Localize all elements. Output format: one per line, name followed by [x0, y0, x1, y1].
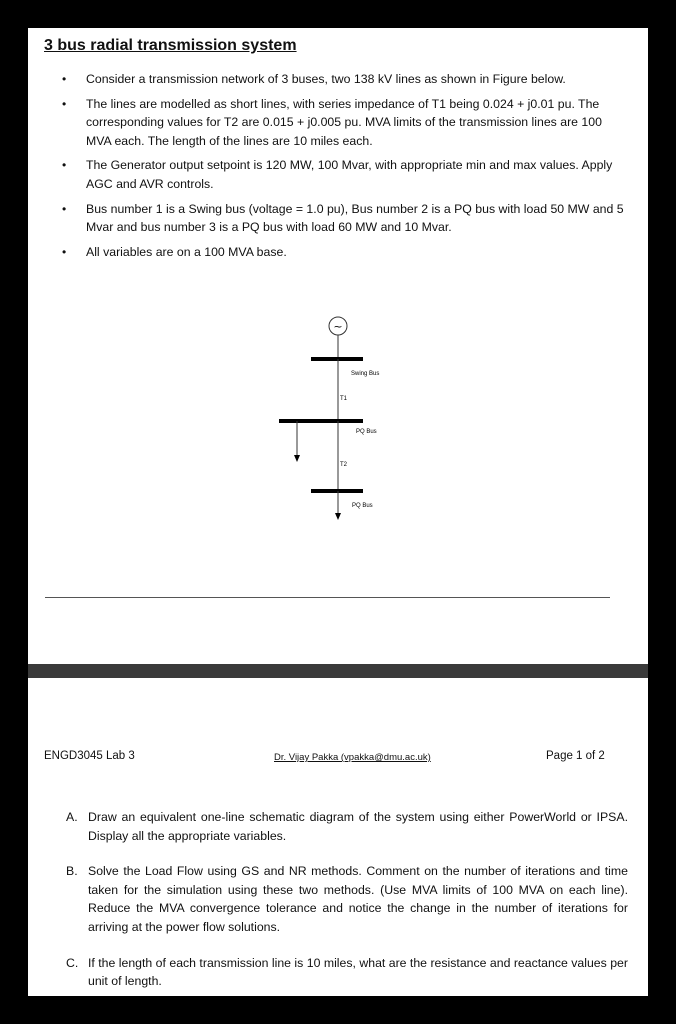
bullet-item: • All variables are on a 100 MVA base. [58, 243, 630, 262]
bus3-load-arrow-icon [335, 513, 341, 520]
line-t1-label: T1 [340, 396, 348, 402]
generator-symbol: ~ [333, 320, 343, 333]
task-label: B. [66, 864, 78, 879]
task-text: If the length of each transmission line is 10 miles, what are the resistance and reactance values per unit of length. [88, 955, 628, 989]
task-text: Draw an equivalent one-line schematic diagram of the system using either PowerWorld or IPSA. Display all the appropriate variables. [88, 810, 628, 843]
document-title: 3 bus radial transmission system [44, 37, 297, 54]
task-item [66, 808, 628, 845]
swing-bus-label: Swing Bus [351, 371, 380, 377]
task-item [66, 954, 628, 991]
footer-course: ENGD3045 Lab 3 [44, 750, 135, 762]
bus3-label: PQ Bus [352, 503, 373, 509]
bus2-label: PQ Bus [356, 429, 377, 435]
document-page-2 [28, 678, 648, 996]
task-item [66, 862, 628, 936]
bullet-item: • Consider a transmission network of 3 buses, two 138 kV lines as shown in Figure below. [58, 70, 630, 89]
bullet-item: • The Generator output setpoint is 120 MW, 100 Mvar, with appropriate min and max values. Apply AGC and AVR controls. [58, 156, 630, 193]
one-line-diagram [28, 28, 648, 664]
task-list [66, 808, 628, 1008]
footer-author [274, 752, 431, 763]
task-label: C. [66, 955, 79, 970]
footer-page-number: Page 1 of 2 [546, 750, 605, 762]
footer-author-text: Dr. Vijay Pakka (vpakka@dmu.ac.uk) [274, 752, 431, 763]
document-page-1 [28, 28, 648, 664]
page-divider-line [45, 597, 610, 598]
bullet-item: • The lines are modelled as short lines, with series impedance of T1 being 0.024 + j0.01 pu. The corresponding values for T2 are 0.015 + j0.005 pu. MVA limits of the transmission lines are 100 MVA each. The length of the lines are 10 miles each. [58, 95, 630, 151]
bullet-item: • Bus number 1 is a Swing bus (voltage = 1.0 pu), Bus number 2 is a PQ bus with load 50 MW and 5 Mvar and bus number 3 is a PQ bus with load 60 MW and 10 Mvar. [58, 200, 630, 237]
task-text: Solve the Load Flow using GS and NR methods. Comment on the number of iterations and time taken for the simulation using these two methods. (Use MVA limits of 100 MVA on each line). Reduce the MVA convergence tolerance and notice the change in the number of iterations for arriving at the power flow solutions. [88, 864, 628, 934]
page-break [28, 664, 648, 678]
bus2-load-arrow-icon [294, 455, 300, 462]
task-label: A. [66, 810, 78, 824]
line-t2-label: T2 [340, 462, 348, 468]
